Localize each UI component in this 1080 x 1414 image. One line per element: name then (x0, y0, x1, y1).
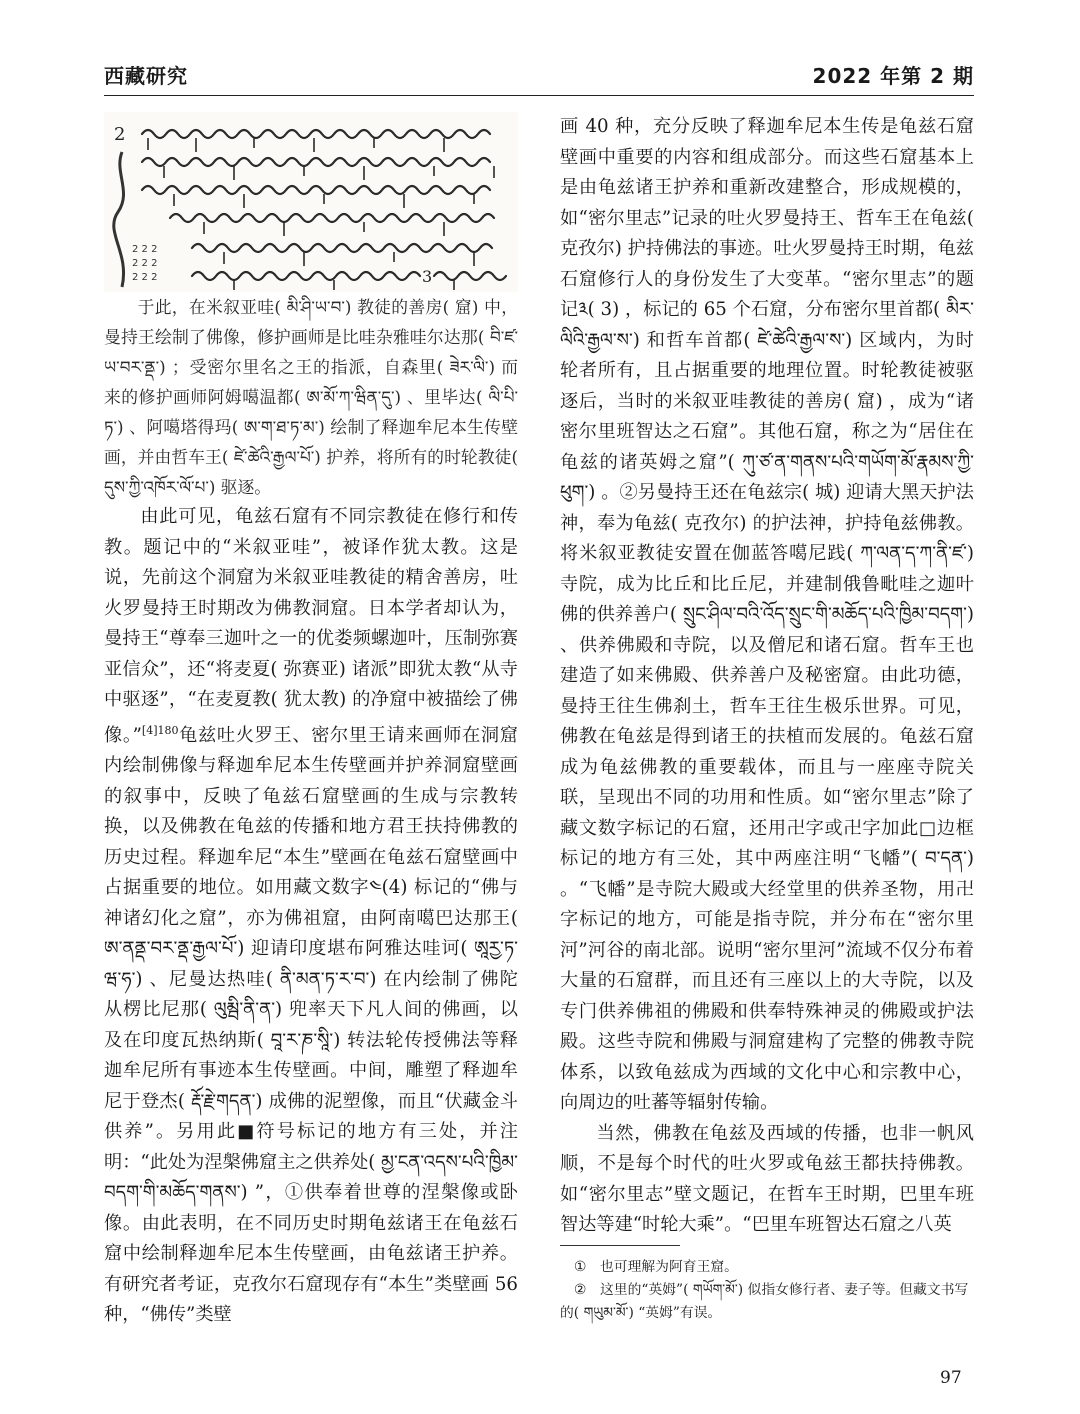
manuscript-line-number: 3 (422, 267, 433, 286)
issue-label: 2022 年第 2 期 (812, 64, 974, 88)
figure-caption: 于此，在米叙亚哇( མི་ཤི་ཡ་བ་) 教徒的善房( 窟) 中，曼持王绘制了佛像，修护画师是比哇杂雅哇尔达那( བི་ཛ་ཡ་བར་ནྡ་) ；受密尔里名之王的指派，自森里( ཟེར་ལི་) 而来的修护画师阿姆噶温都( ཨ་མོ་ཀ་ཝིན་དུ་) 、里毕达( ལི་པི་ཏ་) 、阿噶塔得玛( ཨ་ག་ཐ་ཏ་མ་) 绘制了释迦牟尼本生传壁画，并由哲车王( ཛེ་ཚེའི་རྒྱལ་པོ་) 护养，将所有的时轮教徒( དུས་ཀྱི་འཁོར་ལོ་པ་) 驱逐。 (104, 297, 518, 497)
header-rule (104, 95, 974, 96)
svg-text:2 2 2: 2 2 2 (132, 272, 158, 283)
journal-title: 西藏研究 (104, 64, 188, 88)
left-column (104, 112, 518, 1331)
footnotes (560, 1256, 974, 1325)
body-paragraph: 当然，佛教在龟兹及西域的传播，也非一帆风顺，不是每个时代的吐火罗或龟兹王都扶持佛教。如“密尔里志”壁文题记，在哲车王时期，巴里车班智达等建“时轮大乘”。“巴里车班智达石窟之八英 (560, 1122, 974, 1235)
svg-text:2 2 2: 2 2 2 (132, 244, 158, 255)
body-paragraph: 由此可见，龟兹石窟有不同宗教徒在修行和传教。题记中的“米叙亚哇”，被译作犹太教。这是说，先前这个洞窟为米叙亚哇教徒的精舍善房，吐火罗曼持王时期改为佛教洞窟。日本学者却认为，曼持王“尊奉三迦叶之一的优娄频螺迦叶，压制弥赛亚信众”，还“将麦夏( 弥赛亚) 诸派”即犹太教“从寺中驱逐”，“在麦夏教( 犹太教) 的净窟中被描绘了佛像。”$^{[4]180}$龟兹吐火罗王、密尔里王请来画师在洞窟内绘制佛像与释迦牟尼本生传壁画并护养洞窟壁画的叙事中，反映了龟兹石窟壁画的生成与宗教转换，以及佛教在龟兹的传播和地方君王扶持佛教的历史过程。释迦牟尼“本生”壁画在龟兹石窟壁画中占据重要的地位。如用藏文数字༤(4) 标记的“佛与神诸幻化之窟”，亦为佛祖窟，由阿南噶巴达那王( ཨ་ནནྡ་བར་ནྡ་རྒྱལ་པོ་) 迎请印度堪布阿雅达哇诃( ཨཱརྱ་ཏ་ཝ་ཧ་) 、尼曼达热哇( ནི་མན་ཏ་ར་བ་) 在内绘制了佛陀从楞比尼那( ལུམྦི་ནི་ན་) 兜率天下凡人间的佛画，以及在印度瓦热纳斯( བཱ་ར་ཎ་སཱི་) 转法轮传授佛法等释迦牟尼所有事迹本生传壁画。中间，雕塑了释迦牟尼于登杰( རྡོ་རྗེ་གདན་) 成佛的泥塑像，而且“伏藏金斗供养”。另用此■符号标记的地方有三处，并注明：“此处为涅槃佛窟主之供养处( མྱ་ངན་འདས་པའི་ཁྱིམ་བདག་གི་མཆོད་གནས་) ”，①供奉着世尊的涅槃像或卧像。由此表明，在不同历史时期龟兹诸王在龟兹石窟中绘制释迦牟尼本生传壁画，由龟兹诸王护养。有研究者考证，克孜尔石窟现存有“本生”类壁画 56 种，“佛传”类壁 (104, 506, 518, 1326)
svg-text:2 2 2: 2 2 2 (132, 258, 158, 269)
citation: [4]180 (141, 723, 179, 737)
running-header (104, 60, 974, 90)
manuscript-line-number: 2 (114, 124, 126, 145)
tibetan-manuscript-image (104, 112, 518, 292)
footnote-item: ② 这里的“英姆”( གཡོག་མོ་) 似指女修行者、妻子等。但藏文书写的( གཡུམ་མོ་) “英姆”有误。 (560, 1282, 969, 1321)
page-number: 97 (940, 1368, 962, 1388)
right-column (560, 112, 974, 1241)
body-paragraph: 画 40 种，充分反映了释迦牟尼本生传是龟兹石窟壁画中重要的内容和组成部分。而这些石窟基本上是由龟兹诸王护养和重新改建整合，形成规模的，如“密尔里志”记录的吐火罗曼持王、哲车王在龟兹( 克孜尔) 护持佛法的事迹。吐火罗曼持王时期，龟兹石窟修行人的身份发生了大变革。“密尔里志”的题记༣( 3) ，标记的 65 个石窟，分布密尔里首都( མིར་ལིའི་རྒྱལ་ས་) 和哲车首都( ཛེ་ཚེའི་རྒྱལ་ས་) 区域内，为时轮者所有，且占据重要的地理位置。时轮教徒被驱逐后，当时的米叙亚哇教徒的善房( 窟) ，成为“诸密尔里班智达之石窟”。其他石窟，称之为“居住在龟兹的诸英姆之窟”( ཀུ་ཙ་ན་གནས་པའི་གཡོག་མོ་རྣམས་ཀྱི་ཕུག་) 。②另曼持王还在龟兹宗( 城) 迎请大黑天护法神，奉为龟兹( 克孜尔) 的护法神，护持龟兹佛教。将米叙亚教徒安置在伽蓝答噶尼践( ཀ་ལན་ད་ཀ་ནི་ཛ་) 寺院，成为比丘和比丘尼，并建制俄鲁毗哇之迦叶佛的供养善户( སྲུང་ཤིལ་བའི་འོད་སྲུང་གི་མཆོད་པའི་ཁྱིམ་བདག་) 、供养佛殿和寺院，以及僧尼和诸石窟。哲车王也建造了如来佛殿、供养善户及秘密窟。由此功德，曼持王往生佛刹土，哲车王往生极乐世界。可见，佛教在龟兹是得到诸王的扶植而发展的。龟兹石窟成为龟兹佛教的重要载体，而且与一座座寺院关联，呈现出不同的功用和性质。如“密尔里志”除了藏文数字标记的石窟，还用卍字或卍字加此□边框标记的地方有三处，其中两座注明“飞幡”( བ་དན་) 。“飞幡”是寺院大殿或大经堂里的供养圣物，用卍字标记的地方，可能是指寺院，并分布在“密尔里河”河谷的南北部。说明“密尔里河”流域不仅分布着大量的石窟群，而且还有三座以上的大寺院，以及专门供养佛祖的佛殿和供奉特殊神灵的佛殿或护法殿。这些寺院和佛殿与洞窟建构了完整的佛教寺院体系，以致龟兹成为西域的文化中心和宗教中心，向周边的吐蕃等辐射传输。 (560, 116, 974, 1113)
footnote-item: ① 也可理解为阿育王窟。 (573, 1259, 738, 1275)
footnote-rule (560, 1245, 680, 1246)
